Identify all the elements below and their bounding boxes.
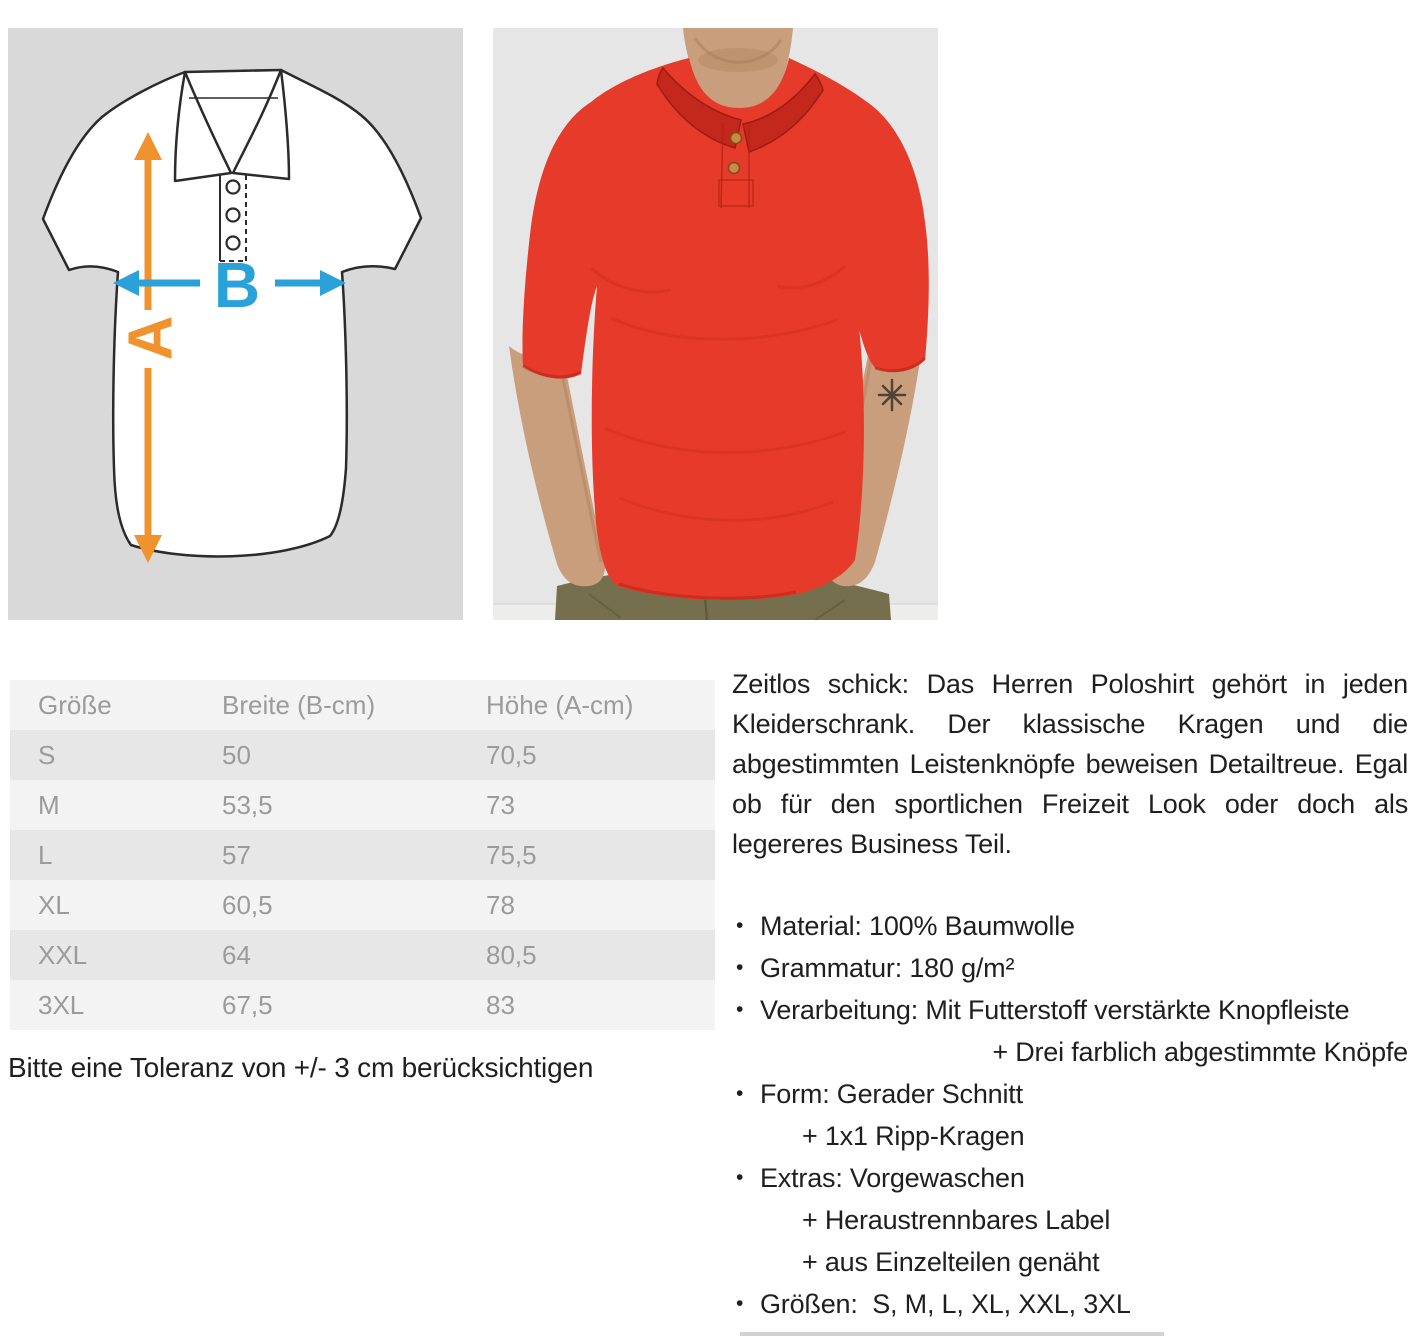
size-diagram-panel: [8, 28, 463, 620]
jaw-shadow: [698, 48, 778, 72]
feature-line: [732, 1157, 1408, 1199]
tolerance-note: Bitte eine Toleranz von +/- 3 cm berücksichtigen: [8, 1052, 594, 1083]
table-row: [10, 780, 715, 830]
arrow-a-line-top: [145, 159, 152, 310]
product-description: [732, 664, 1408, 1336]
feature-continuation: + aus Einzelteilen genäht: [802, 1247, 1100, 1277]
feature-text: Material: 100% Baumwolle: [760, 911, 1075, 941]
feature-item: [732, 1157, 1408, 1283]
feature-line: [732, 947, 1408, 989]
table-row: [10, 980, 715, 1030]
arrow-a-line-bottom: [145, 368, 152, 536]
bullet-icon: [732, 1283, 760, 1325]
arrow-b-line-right: [275, 280, 320, 287]
cell-height: 70,5: [486, 739, 537, 770]
cell-width: 64: [222, 939, 251, 970]
feature-list: [732, 905, 1408, 1325]
button-3: [227, 237, 240, 250]
cell-size: S: [38, 739, 56, 770]
feature-text: Grammatur: 180 g/m²: [760, 953, 1015, 983]
column-header-height: Höhe (A-cm): [486, 689, 634, 720]
feature-text: Extras: Vorgewaschen: [760, 1163, 1025, 1193]
bullet-icon: [732, 989, 760, 1031]
cell-size: L: [38, 839, 53, 870]
column-header-width: Breite (B-cm): [222, 689, 376, 720]
table-row: [10, 830, 715, 880]
feature-item: [732, 1283, 1408, 1325]
bullet-icon: [732, 947, 760, 989]
feature-item: [732, 989, 1408, 1073]
feature-continuation: + Drei farblich abgestimmte Knöpfe: [992, 1037, 1408, 1067]
cell-size: XL: [38, 889, 70, 920]
cell-height: 78: [486, 889, 515, 920]
feature-line: [732, 1283, 1408, 1325]
cell-height: 83: [486, 989, 515, 1020]
model-photo-illustration: [493, 28, 938, 620]
cell-width: 67,5: [222, 989, 273, 1020]
bullet-icon: [732, 905, 760, 947]
feature-line: [732, 905, 1408, 947]
size-diagram: [8, 28, 463, 620]
description-intro: Zeitlos schick: Das Herren Poloshirt gehört in jeden Kleiderschrank. Der klassische Kragen und die abgestimmten Leistenknöpfe beweisen Detailtreue. Egal ob für den sportlichen Freizeit Look oder doch als legereres Business Teil.: [732, 669, 1408, 859]
cell-size: M: [38, 789, 60, 820]
feature-item: [732, 1073, 1408, 1157]
cell-height: 73: [486, 789, 515, 820]
size-table: [10, 680, 715, 1030]
button-1: [227, 181, 240, 194]
feature-item: [732, 947, 1408, 989]
cell-width: 50: [222, 739, 251, 770]
bullet-icon: [732, 1073, 760, 1115]
cell-height: 75,5: [486, 839, 537, 870]
button-2: [227, 209, 240, 222]
feature-line: [732, 989, 1408, 1031]
product-photo-panel: [493, 28, 938, 620]
feature-item: [732, 905, 1408, 947]
cropped-text-line: [740, 1332, 1164, 1336]
column-header-size: Größe: [38, 689, 112, 720]
feature-continuation: + 1x1 Ripp-Kragen: [802, 1121, 1025, 1151]
table-header-row: [10, 680, 715, 730]
cell-width: 53,5: [222, 789, 273, 820]
diagram-label-a: A: [116, 315, 186, 361]
feature-text: Größen: S, M, L, XL, XXL, 3XL: [760, 1289, 1131, 1319]
feature-text: Form: Gerader Schnitt: [760, 1079, 1023, 1109]
size-table-body: [10, 730, 715, 1030]
polo-button-1: [731, 133, 742, 144]
feature-text: Verarbeitung: Mit Futterstoff verstärkte Knopfleiste: [760, 995, 1350, 1025]
table-row: [10, 880, 715, 930]
table-row: [10, 930, 715, 980]
cell-size: 3XL: [38, 989, 85, 1020]
bullet-icon: [732, 1157, 760, 1199]
diagram-label-b: B: [213, 249, 261, 321]
feature-line: [732, 1073, 1408, 1115]
cell-width: 60,5: [222, 889, 273, 920]
polo-button-2: [729, 163, 740, 174]
cell-size: XXL: [38, 939, 88, 970]
arrow-b-line-left: [138, 280, 200, 287]
feature-continuation: + Heraustrennbares Label: [802, 1205, 1111, 1235]
table-row: [10, 730, 715, 780]
cell-width: 57: [222, 839, 251, 870]
cell-height: 80,5: [486, 939, 537, 970]
